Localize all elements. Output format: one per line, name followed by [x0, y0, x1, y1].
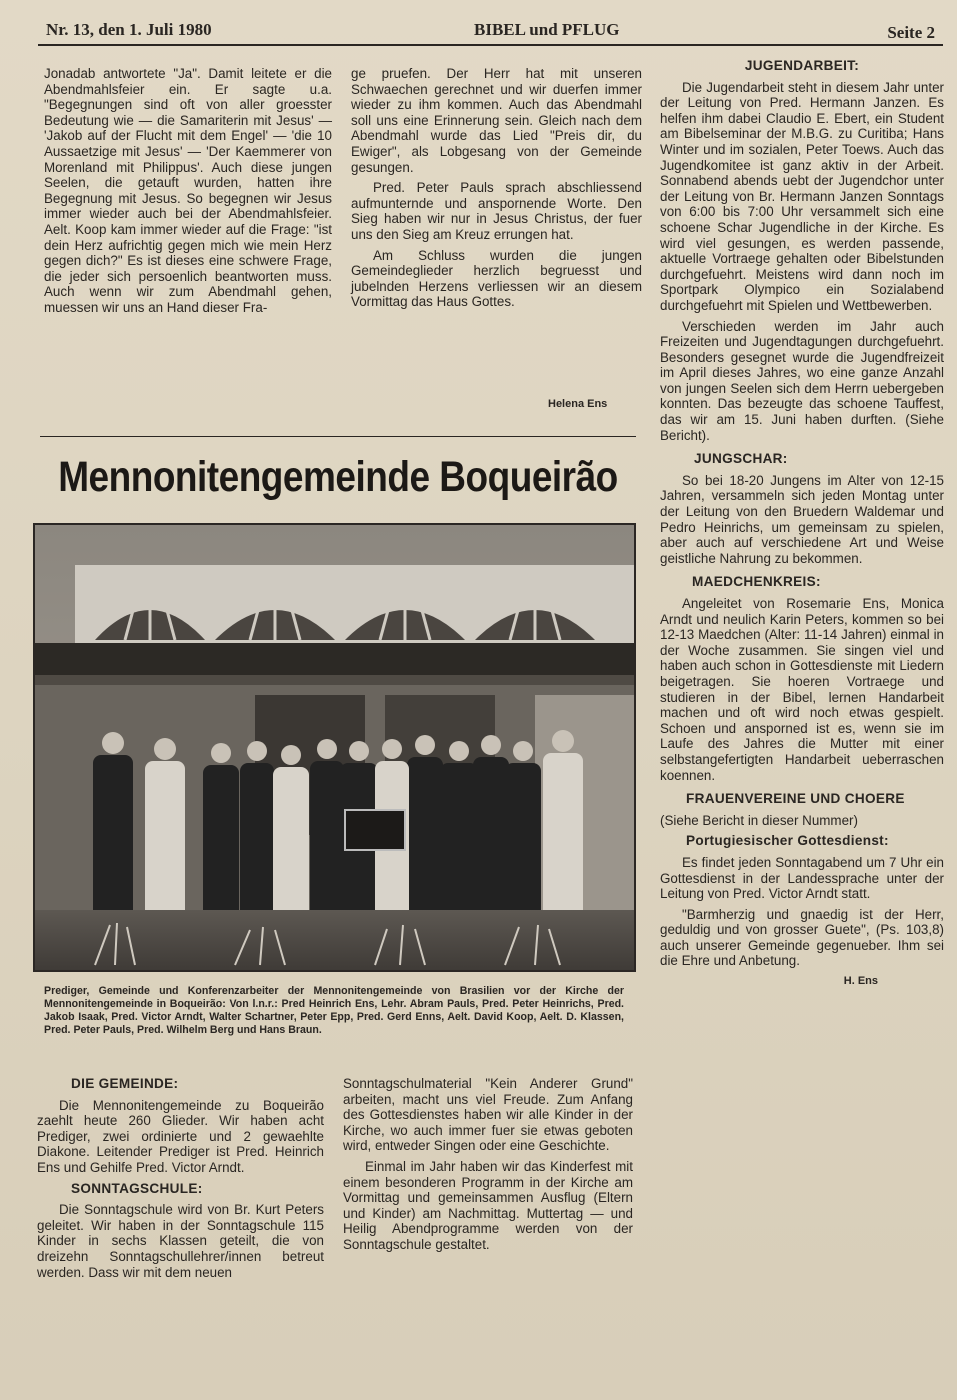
column-2: [351, 66, 642, 315]
maedchenkreis-paragraph: Angeleitet von Rosemarie Ens, Monica Arndt und neulich Karin Peters, kommen so bei 12-13 Maedchen (Alter: 11-14 Jahren) einmal in der Woche zusammen. Sie singen viel und haben auch schon in Gottesdienste mit Liedern beigetragen. Sie hoeren Vortraege und studieren in der Bibel, lernen Handarbeit machen und oft wird noch etwas gespielt. Schoen und ansporned ist es, wenn sie im Laufe des Jahres die Mutter mit einer selbstangefertigten Handarbeit ueberraschen koennen.: [660, 596, 944, 783]
page-header: [38, 18, 943, 46]
col2-paragraph-2: Pred. Peter Pauls sprach abschliessend aufmunternde und anspornende Worte. Den Sieg haben wir nur in Jesus Christus, der fuer uns den Sieg am Kreuz errungen hat.: [351, 180, 642, 242]
column-4: [37, 1076, 324, 1285]
col5-paragraph-1: Sonntagschulmaterial "Kein Anderer Grund" arbeiten, macht uns viel Freude. Zum Anfang des Gottesdienstes haben wir alle Kinder in der Kirche, wo auch immer fuer sie etwas geboten wird, entweder Singen oder eine Geschichte.: [343, 1076, 633, 1154]
church-group-photo: [33, 523, 636, 972]
section-portugiesischer-gottesdienst: Portugiesischer Gottesdienst:: [686, 833, 889, 849]
section-die-gemeinde: DIE GEMEINDE:: [71, 1076, 179, 1091]
gottesdienst-paragraph: Es findet jeden Sonntagabend um 7 Uhr ein Gottesdienst in der Landessprache unter der Leitung von Pred. Victor Arndt statt.: [660, 854, 944, 902]
sonntagschule-paragraph: Die Sonntagschule wird von Br. Kurt Peters geleitet. Wir haben in der Sonntagschule 115 Kinder in sechs Klassen geteilt, die von dreizehn Sonntagschullehrer/innen betreut werden. Dass wir mit dem neuen: [37, 1202, 324, 1280]
col1-paragraph: Jonadab antwortete "Ja". Damit leitete er die Abendmahlsfeier ein. Er sagte u.a. "Begegnungen sind oft von aller groesster Bedeutung wie — die Samariterin mit Jesus' — 'Jakob auf der Flucht mit dem Engel' — 'die 10 Aussaetzige mit Jesus' — 'Der Kaemmerer von Morenland mit Philippus'. Auch diese jungen Seelen, die getauft wurden, hatten ihre Begegnung mit Jesus. So begegnen wir Jesus immer wieder auch bei der Abendmahlsfeier. Aelt. Koop kam immer wieder auf die Frage: "ist dein Herz aufrichtig gegen mich wie mein Herz gegen dich?" Es ist dieses eine schwere Frage, die jeder sich persoenlich beantworten muss. Auch wenn wir zum Abendmahl gehen, muessen wir uns an Hand dieser Fra-: [44, 66, 332, 315]
section-maedchenkreis: MAEDCHENKREIS:: [692, 574, 821, 590]
signature-h-ens: H. Ens: [843, 975, 878, 988]
photo-illustration: [35, 525, 634, 970]
signature-helena-ens: Helena Ens: [548, 398, 608, 410]
photo-caption: Prediger, Gemeinde und Konferenzarbeiter der Mennonitengemeinde von Brasilien vor der Kirche der Mennonitengemeinde in Boqueirão: Von l.n.r.: Pred Heinrich Ens, Lehr. Abram Pauls, Pred. Peter Heinrichs, Pred. Jakob Isaak, Pred. Victor Arndt, Walter Schartner, Peter Epp, Pred. Gerd Enns, Aelt. David Koop, Aelt. D. Klassen, Pred. Peter Pauls, Pred. Wilhelm Berg und Hans Braun.: [44, 985, 624, 1037]
newspaper-title: BIBEL und PFLUG: [474, 20, 620, 39]
issue-date: Nr. 13, den 1. Juli 1980: [46, 20, 212, 39]
jugendarbeit-paragraph-2: Verschieden werden im Jahr auch Freizeiten und Jugendtagungen durchgefuehrt. Besonders gesegnet wurde die Jugendfreizeit im April dieses Jahres, wo eine ganze Anzahl von jungen Seelen sich dem Herrn uebergeben konnten. Das bezeugte das schoene Tauffest, das wir am 15. Juni haben durften. (Siehe Bericht).: [660, 318, 944, 443]
column-5: [343, 1076, 633, 1258]
closing-paragraph: "Barmherzig und gnaedig ist der Herr, geduldig und von grosser Guete", (Ps. 103,8) auch unserer Gemeinde gegenueber. Ihm sei die Ehre und Anbetung.: [660, 906, 944, 969]
section-sonntagschule: SONNTAGSCHULE:: [71, 1180, 203, 1196]
article-headline: Mennonitengemeinde Boqueirão: [58, 452, 618, 500]
page-number: Seite 2: [887, 23, 935, 42]
column-3: [660, 58, 944, 990]
col5-paragraph-2: Einmal im Jahr haben wir das Kinderfest mit einem besonderen Programm in der Kirche am Vormittag und gemeinsammen Ausflug (Eltern und Kinder) am Nachmittag. Muttertag — und Heilig Abendprogramme werden von der Sonntagschule gestaltet.: [343, 1158, 633, 1252]
frauenvereine-note: (Siehe Bericht in dieser Nummer): [660, 812, 858, 828]
jugendarbeit-paragraph-1: Die Jugendarbeit steht in diesem Jahr unter der Leitung von Pred. Hermann Janzen. Es helfen ihm dabei Claudio E. Ebert, ein Student am Bibelseminar der M.B.G. zu Curitiba; Hans Winter und im sozialen, Peter Toews. Auch das Jugendkomitee ist ganz aktiv in der Arbeit. Sonnabend abends uebt der Jugendchor unter der Leitung von Br. Hermann Janzen Sonntags von 6:00 bis 7:00 Uhr versammelt sich eine schoene Schar Jugendliche in der Kirche. Es wird viel gesungen, es werden passende, aktuelle Vortraege gehalten oder Bibelstunden durchgefuehrt. Meistens wird dann noch im Sportpark Olympico ein Sozialabend durchgefuehrt mit Spielen und Wettbewerben.: [660, 79, 944, 313]
col2-paragraph-3: Am Schluss wurden die jungen Gemeindeglieder herzlich begruesst und jubelnden Herzens verliessen wir an diesem Vormittag das Haus Gottes.: [351, 247, 642, 310]
section-jungschar: JUNGSCHAR:: [694, 451, 788, 467]
article-divider: [40, 436, 636, 437]
section-frauenvereine: FRAUENVEREINE UND CHOERE: [686, 791, 905, 807]
gemeinde-paragraph: Die Mennonitengemeinde zu Boqueirão zaehlt heute 260 Glieder. Wir haben acht Prediger, zwei ordinierte und 2 gewaehlte Diakone. Leitender Prediger ist Pred. Heinrich Ens und Gehilfe Pred. Victor Arndt.: [37, 1097, 324, 1175]
col2-paragraph-1: ge pruefen. Der Herr hat mit unseren Schwaechen gerechnet und wir duerfen immer wieder zu ihm kommen. Auch das Abendmahl soll uns eine Erinnerung sein. Gleich nach dem Abendmahl wurde das Lied "Preis dir, du Ewiger", als Lobgesang von der Gemeinde gesungen.: [351, 66, 642, 175]
section-jugendarbeit: JUGENDARBEIT:: [744, 58, 860, 73]
jungschar-paragraph: So bei 18-20 Jungens im Alter von 12-15 Jahren, versammeln sich jeden Montag unter der Leitung von den Bruedern Waldemar und Pedro Heinrichs, um gemeinsam zu spielen, aber auch auf verschiedene Art und Weise geistliche Nahrung zu bekommen.: [660, 472, 944, 566]
column-1: [44, 66, 332, 321]
